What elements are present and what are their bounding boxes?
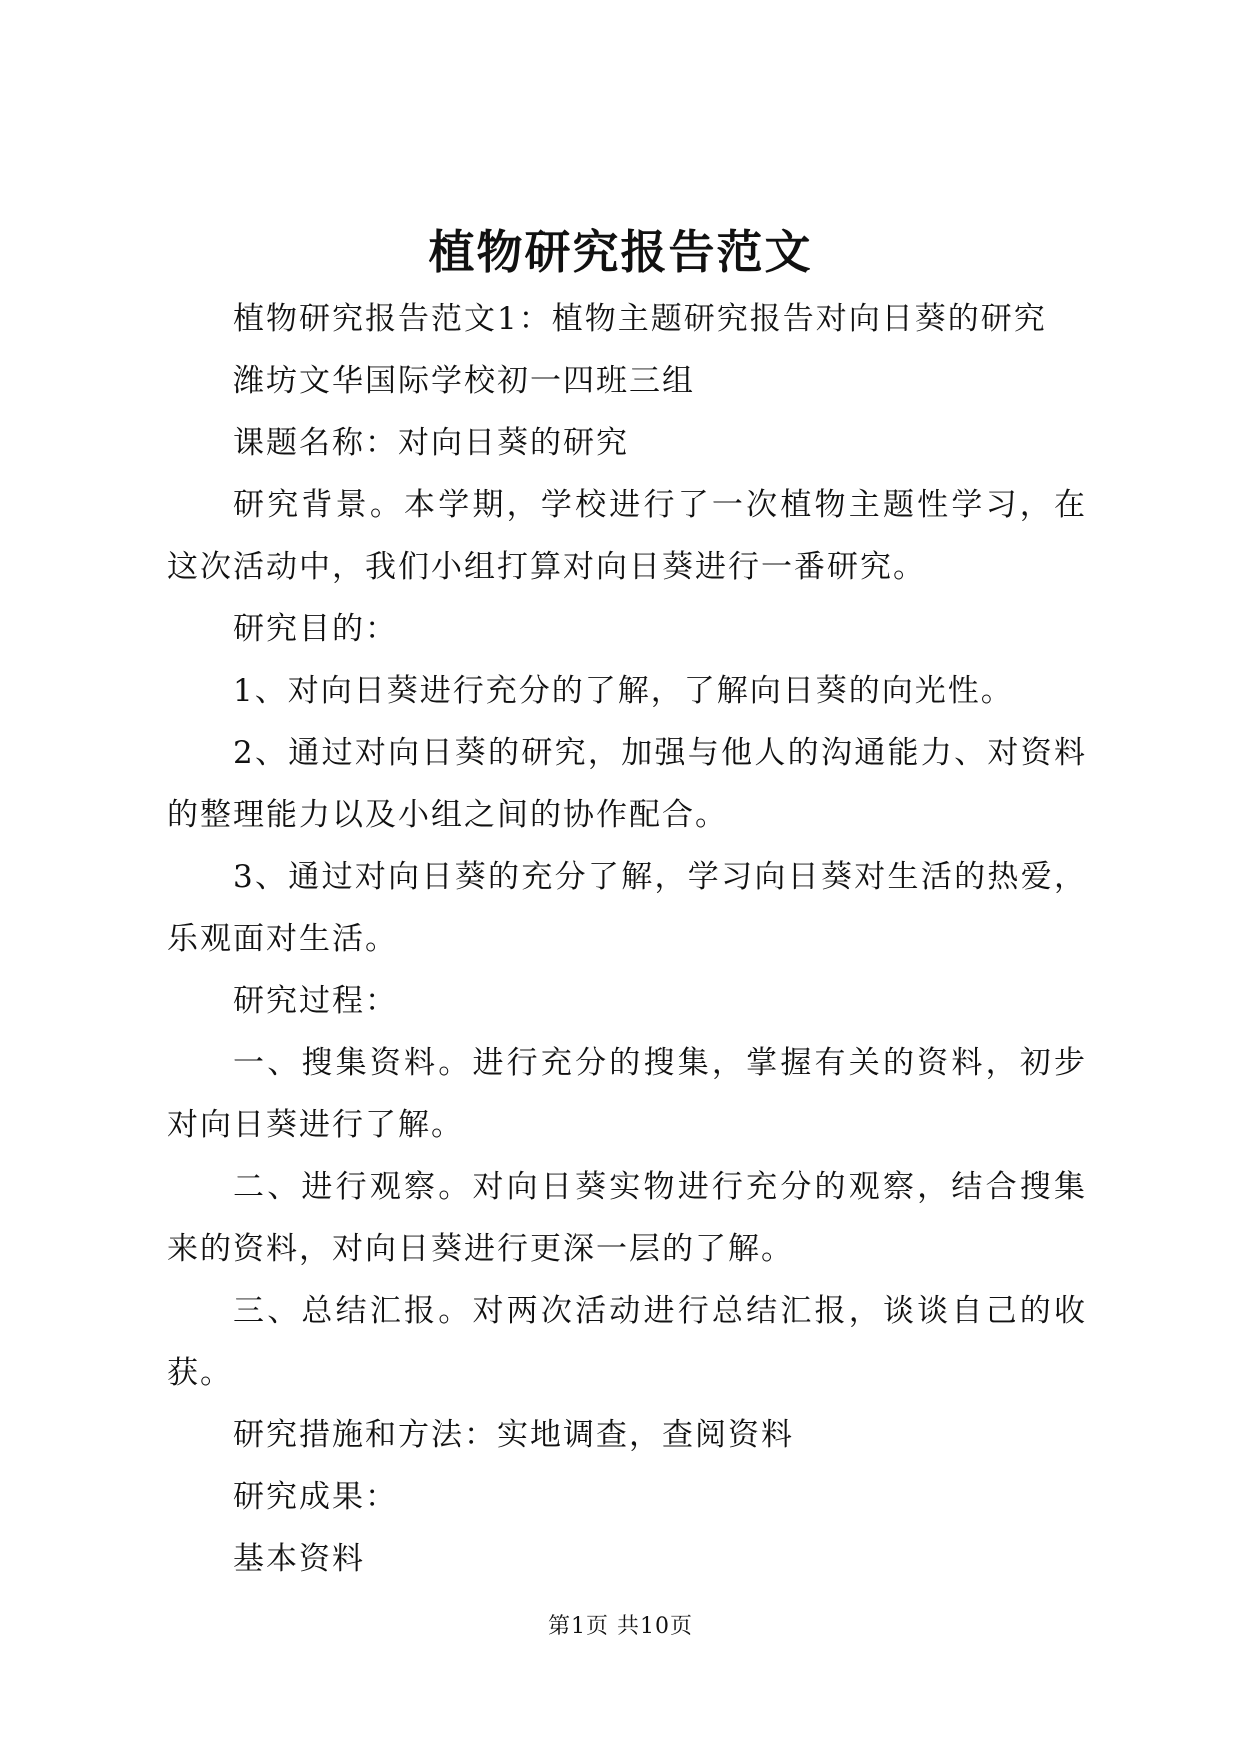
paragraph-purpose-1: 1、对向日葵进行充分的了解，了解向日葵的向光性。 — [233, 673, 1014, 709]
paragraph-topic: 课题名称：对向日葵的研究 — [233, 425, 629, 461]
paragraph-purpose-heading: 研究目的： — [233, 611, 398, 647]
paragraph-purpose-2: 2、通过对向日葵的研究，加强与他人的沟通能力、对资料的整理能力以及小组之间的协作配合。 — [167, 735, 1087, 833]
paragraph-basic-info: 基本资料 — [233, 1541, 365, 1577]
paragraph-results-heading: 研究成果： — [233, 1479, 398, 1515]
paragraph-background: 研究背景。本学期，学校进行了一次植物主题性学习，在这次活动中，我们小组打算对向日葵进行一番研究。 — [167, 487, 1087, 585]
paragraph-heading-line: 植物研究报告范文1：植物主题研究报告对向日葵的研究 — [233, 301, 1047, 337]
paragraph-purpose-3: 3、通过对向日葵的充分了解，学习向日葵对生活的热爱，乐观面对生活。 — [167, 859, 1087, 957]
paragraph-process-2: 二、进行观察。对向日葵实物进行充分的观察，结合搜集来的资料，对向日葵进行更深一层的了解。 — [167, 1169, 1087, 1267]
page-title: 植物研究报告范文 — [428, 225, 813, 279]
paragraph-process-1: 一、搜集资料。进行充分的搜集，掌握有关的资料，初步对向日葵进行了解。 — [167, 1045, 1087, 1143]
page-footer: 第1页 共10页 — [548, 1614, 693, 1639]
paragraph-methods: 研究措施和方法：实地调查，查阅资料 — [233, 1417, 794, 1453]
document-body — [167, 288, 1087, 1590]
paragraph-process-heading: 研究过程： — [233, 983, 398, 1019]
paragraph-school: 潍坊文华国际学校初一四班三组 — [233, 363, 695, 399]
paragraph-process-3: 三、总结汇报。对两次活动进行总结汇报，谈谈自己的收获。 — [167, 1293, 1087, 1391]
